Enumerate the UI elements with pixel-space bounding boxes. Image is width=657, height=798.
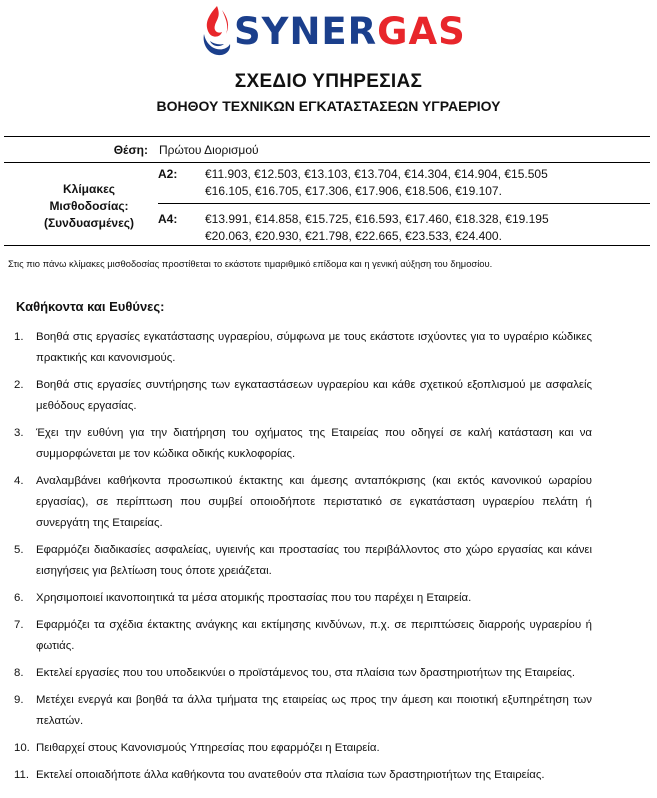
salary-note: Στις πιο πάνω κλίμακες μισθοδοσίας προστίθεται το εκάστοτε τιμαριθμικό επίδομα και η γενική αύξηση του δημοσίου.	[8, 258, 493, 269]
scales-label-line2: Μισθοδοσίας:	[49, 199, 129, 213]
list-item-number: 5.	[14, 544, 24, 556]
position-label: Θέση:	[113, 143, 148, 157]
list-item	[14, 615, 592, 657]
list-item-number: 8.	[14, 667, 24, 679]
logo-text-gas: GAS	[377, 10, 466, 53]
flame-logo-icon	[200, 4, 232, 58]
list-item-text: Μετέχει ενεργά και βοηθά τα άλλα τμήματα της εταιρείας ως προς την άμεση και ποιοτική εξυπηρέτηση των πελατών.	[36, 694, 592, 727]
logo-text-syner: SYNER	[234, 10, 378, 53]
scale-a4-line1: €13.991, €14.858, €15.725, €16.593, €17.460, €18.328, €19.195	[205, 212, 549, 226]
list-item	[14, 690, 592, 732]
list-item-number: 1.	[14, 331, 24, 343]
scale-a2-line1: €11.903, €12.503, €13.103, €13.704, €14.304, €14.904, €15.505	[205, 167, 548, 181]
list-item-text: Εκτελεί οποιαδήποτε άλλα καθήκοντα του ανατεθούν στα πλαίσια των δραστηριοτήτων της Εταιρείας.	[36, 769, 545, 781]
list-item-text: Χρησιμοποιεί ικανοποιητικά τα μέσα ατομικής προστασίας που του παρέχει η Εταιρεία.	[36, 592, 472, 604]
document-title: ΣΧΕΔΙΟ ΥΠΗΡΕΣΙΑΣ	[234, 71, 423, 92]
list-item-number: 10.	[14, 742, 30, 754]
list-item	[14, 663, 592, 684]
list-item	[14, 588, 592, 609]
list-item-number: 9.	[14, 694, 24, 706]
divider-position	[4, 162, 650, 163]
divider-bottom	[4, 245, 650, 246]
list-item-number: 11.	[14, 769, 29, 781]
scale-a2-code: Α2:	[158, 167, 178, 181]
divider-top	[4, 136, 650, 137]
scale-a2-line2: €16.105, €16.705, €17.306, €17.906, €18.506, €19.107.	[205, 184, 502, 198]
list-item-number: 2.	[14, 379, 24, 391]
scales-label-line1: Κλίμακες	[62, 182, 116, 196]
duties-list	[14, 327, 592, 792]
list-item-number: 4.	[14, 475, 24, 487]
position-value: Πρώτου Διορισμού	[159, 143, 259, 157]
list-item-text: Εκτελεί εργασίες που του υποδεικνύει ο προϊστάμενος του, στα πλαίσια των δραστηριοτήτων της Εταιρείας.	[36, 667, 576, 679]
logo-wordmark	[234, 4, 466, 60]
list-item-number: 3.	[14, 427, 24, 439]
list-item-text: Πειθαρχεί στους Κανονισμούς Υπηρεσίας που εφαρμόζει η Εταιρεία.	[36, 742, 380, 754]
duties-heading: Καθήκοντα και Ευθύνες:	[16, 299, 165, 314]
scales-label-line3: (Συνδυασμένες)	[43, 216, 135, 230]
list-item	[14, 540, 592, 582]
list-item-text: Εφαρμόζει τα σχέδια έκτακτης ανάγκης και εκτίμησης κινδύνων, π.χ. σε περιπτώσεις διαρροής υγραερίου ή φωτιάς.	[36, 619, 592, 652]
scale-a4-code: Α4:	[158, 212, 178, 226]
divider-scales	[158, 203, 650, 204]
company-logo	[200, 2, 466, 58]
document-subtitle: ΒΟΗΘΟΥ ΤΕΧΝΙΚΩΝ ΕΓΚΑΤΑΣΤΑΣΕΩΝ ΥΓΡΑΕΡΙΟΥ	[156, 98, 501, 114]
list-item-number: 6.	[14, 592, 24, 604]
list-item-text: Έχει την ευθύνη για την διατήρηση του οχήματος της Εταιρείας που οδηγεί σε καλή κατάσταση και να συμμορφώνεται με τον κώδικα οδικής κυκλοφορίας.	[36, 427, 592, 460]
list-item	[14, 765, 592, 786]
list-item	[14, 327, 592, 369]
scale-a4-line2: €20.063, €20.930, €21.798, €22.665, €23.533, €24.400.	[205, 229, 502, 243]
list-item-text: Βοηθά στις εργασίες εγκατάστασης υγραερίου, σύμφωνα με τους εκάστοτε ισχύοντες για το υγραέριο κώδικες πρακτικής και κανονισμούς.	[36, 331, 592, 364]
list-item-text: Εφαρμόζει διαδικασίες ασφαλείας, υγιεινής και προστασίας του περιβάλλοντος στο χώρο εργασίας και κάνει εισηγήσεις για βελτίωση τους όποτε χρειάζεται.	[36, 544, 592, 577]
list-item	[14, 375, 592, 417]
list-item	[14, 471, 592, 534]
list-item-text: Αναλαμβάνει καθήκοντα προσωπικού έκτακτης και άμεσης ανταπόκρισης (και εκτός κανονικού ωραρίου εργασίας), σε περίπτωση που συμβεί οποιοδήποτε περιστατικό σε εγκατάσταση υγραερίου πελάτη ή συνεργάτη της Εταιρείας.	[36, 475, 592, 529]
list-item-text: Βοηθά στις εργασίες συντήρησης των εγκαταστάσεων υγραερίου και κάθε σχετικού εξοπλισμού με ασφαλείς μεθόδους εργασίας.	[36, 379, 592, 412]
list-item-number: 7.	[14, 619, 24, 631]
list-item	[14, 738, 592, 759]
list-item	[14, 423, 592, 465]
